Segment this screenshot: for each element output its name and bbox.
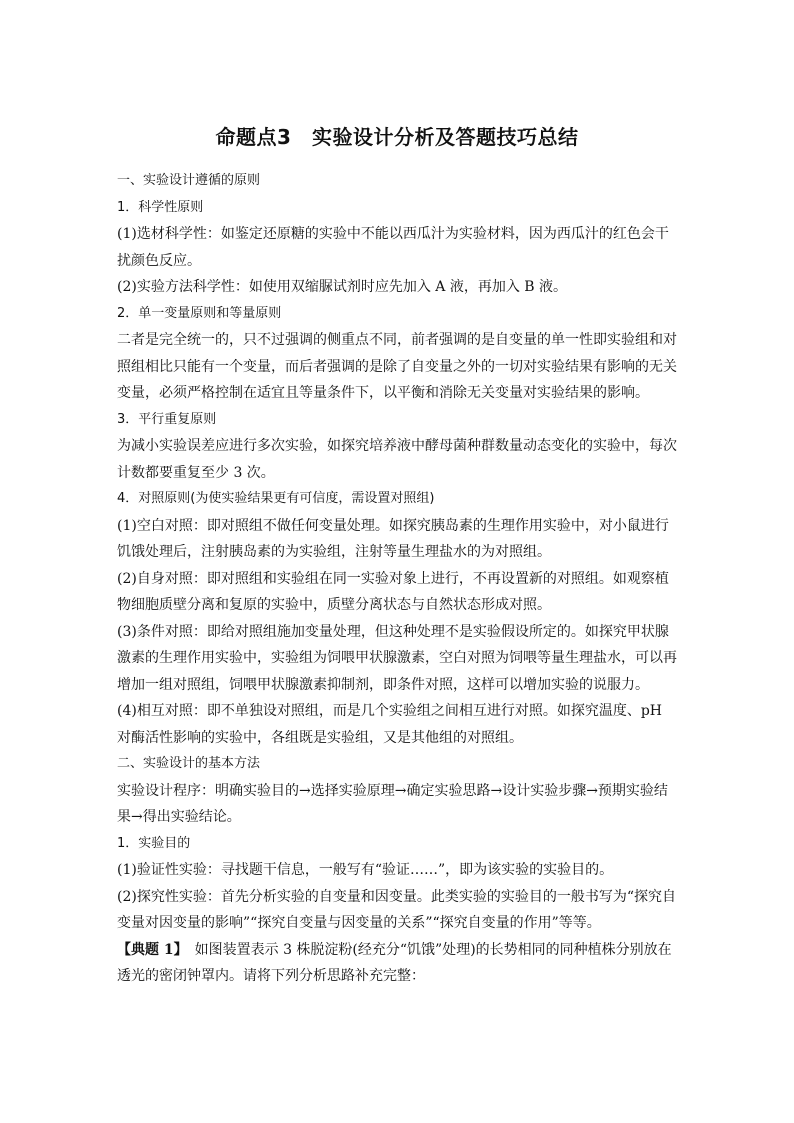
paragraph: (2)探究性实验：首先分析实验的自变量和因变量。此类实验的实验目的一般书写为“探究自变量对因变量的影响”“探究自变量与因变量的关系”“探究自变量的作用”等等。 <box>117 888 676 931</box>
subsection-heading-scientific: 1．科学性原则 <box>117 199 204 215</box>
paragraph: 实验设计程序：明确实验目的→选择实验原理→确定实验思路→设计实验步骤→预期实验结果→得出实验结论。 <box>117 782 668 825</box>
document-body <box>117 168 677 990</box>
subsection-heading-repetition: 3．平行重复原则 <box>117 411 217 427</box>
paragraph: (1)验证性实验：寻找题干信息，一般写有“验证……”，即为该实验的实验目的。 <box>117 862 614 878</box>
paragraph: (1)选材科学性：如鉴定还原糖的实验中不能以西瓜汁为实验材料，因为西瓜汁的红色会干扰颜色反应。 <box>117 226 669 269</box>
paragraph: 为减小实验误差应进行多次实验，如探究培养液中酵母菌种群数量动态变化的实验中，每次计数都要重复至少 3 次。 <box>117 438 677 481</box>
example-text: 如图装置表示 3 株脱淀粉(经充分“饥饿”处理)的长势相同的同种植株分别放在透光的密闭钟罩内。请将下列分析思路补充完整： <box>117 941 672 984</box>
example-label: 【典题 1】 <box>117 941 181 958</box>
subsection-heading-purpose: 1．实验目的 <box>117 835 191 851</box>
page-title: 命题点3 实验设计分析及答题技巧总结 <box>215 125 579 149</box>
paragraph: (4)相互对照：即不单独设对照组，而是几个实验组之间相互进行对照。如探究温度、pH 对酶活性影响的实验中，各组既是实验组，又是其他组的对照组。 <box>117 703 662 746</box>
paragraph: (1)空白对照：即对照组不做任何变量处理。如探究胰岛素的生理作用实验中，对小鼠进行饥饿处理后，注射胰岛素的为实验组，注射等量生理盐水的为对照组。 <box>117 517 669 560</box>
paragraph: 二者是完全统一的，只不过强调的侧重点不同，前者强调的是自变量的单一性即实验组和对照组相比只能有一个变量，而后者强调的是除了自变量之外的一切对实验结果有影响的无关变量，必须严格控制在适宜且等量条件下，以平衡和消除无关变量对实验结果的影响。 <box>117 332 677 401</box>
section-heading-1: 一、实验设计遵循的原则 <box>117 173 261 188</box>
paragraph: (2)自身对照：即对照组和实验组在同一实验对象上进行，不再设置新的对照组。如观察植物细胞质壁分离和复原的实验中，质壁分离状态与自然状态形成对照。 <box>117 570 669 613</box>
paragraph: (3)条件对照：即给对照组施加变量处理，但这种处理不是实验假设所定的。如探究甲状腺激素的生理作用实验中，实验组为饲喂甲状腺激素，空白对照为饲喂等量生理盐水，可以再增加一组对照组，饲喂甲状腺激素抑制剂，即条件对照，这样可以增加实验的说服力。 <box>117 623 677 693</box>
subsection-heading-single-variable: 2．单一变量原则和等量原则 <box>117 305 282 321</box>
example-paragraph <box>117 937 677 990</box>
paragraph: (2)实验方法科学性：如使用双缩脲试剂时应先加入 A 液，再加入 B 液。 <box>117 279 568 295</box>
section-heading-2: 二、实验设计的基本方法 <box>117 756 261 771</box>
subsection-heading-control: 4．对照原则(为使实验结果更有可信度，需设置对照组) <box>117 491 435 506</box>
